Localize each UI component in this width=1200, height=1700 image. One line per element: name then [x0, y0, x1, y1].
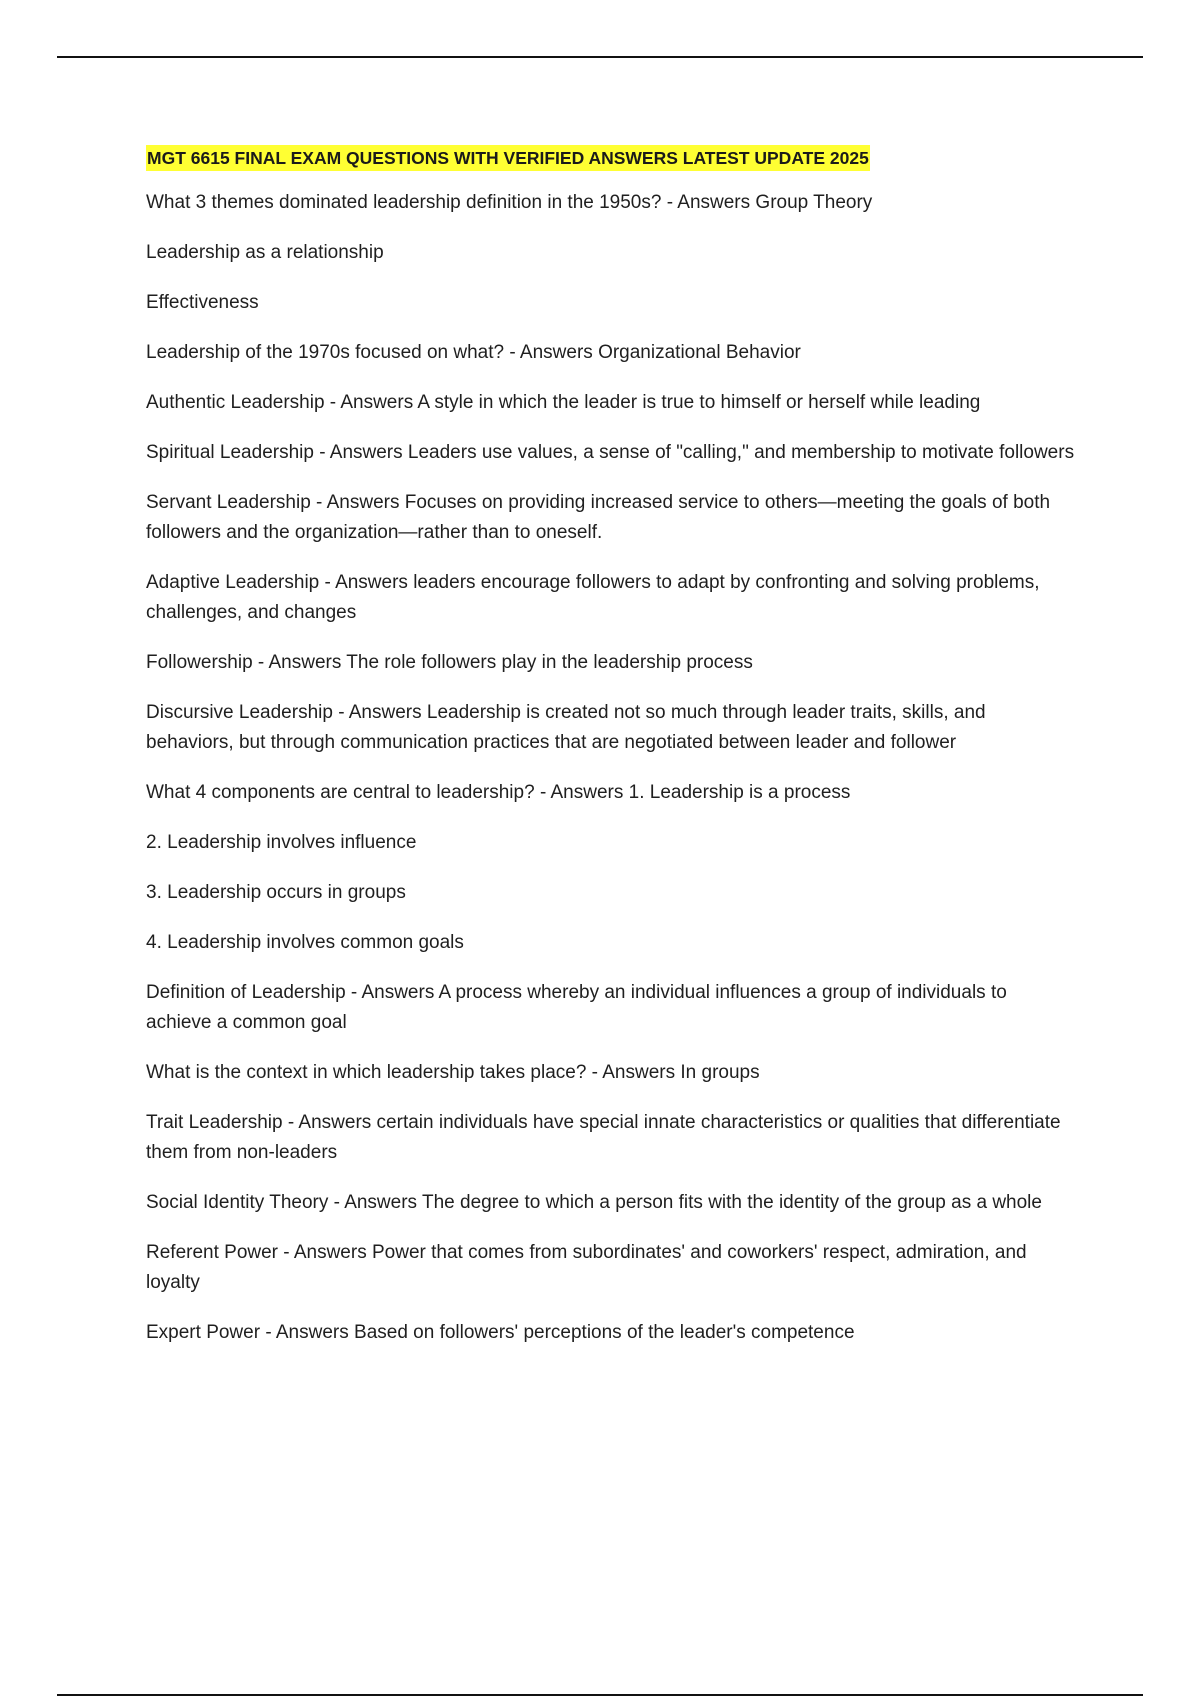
paragraph: Authentic Leadership - Answers A style in which the leader is true to himself or herself while leading: [146, 392, 981, 413]
paragraph: Social Identity Theory - Answers The degree to which a person fits with the identity of the group as a whole: [146, 1192, 1042, 1213]
paragraph: Spiritual Leadership - Answers Leaders use values, a sense of "calling," and membership to motivate followers: [146, 442, 1075, 463]
paragraph: Followership - Answers The role followers play in the leadership process: [146, 652, 753, 673]
paragraph: What 3 themes dominated leadership definition in the 1950s? - Answers Group Theory: [146, 192, 873, 213]
paragraph: What 4 components are central to leadership? - Answers 1. Leadership is a process: [146, 782, 851, 803]
paragraph: Effectiveness: [146, 292, 259, 313]
document-title: MGT 6615 FINAL EXAM QUESTIONS WITH VERIFIED ANSWERS LATEST UPDATE 2025: [146, 145, 870, 171]
document-body: [146, 145, 1076, 1368]
paragraph: Definition of Leadership - Answers A process whereby an individual influences a group of individuals to achieve a common goal: [146, 982, 1007, 1033]
paragraph: 2. Leadership involves influence: [146, 832, 417, 853]
paragraph: Referent Power - Answers Power that comes from subordinates' and coworkers' respect, admiration, and loyalty: [146, 1242, 1027, 1293]
header-rule: [57, 56, 1143, 58]
paragraph: What is the context in which leadership takes place? - Answers In groups: [146, 1062, 760, 1083]
footer-rule: [57, 1694, 1143, 1696]
paragraph-list: [146, 188, 1076, 1348]
paragraph: 3. Leadership occurs in groups: [146, 882, 406, 903]
paragraph: 4. Leadership involves common goals: [146, 932, 464, 953]
paragraph: Leadership of the 1970s focused on what? - Answers Organizational Behavior: [146, 342, 801, 363]
paragraph: Expert Power - Answers Based on followers' perceptions of the leader's competence: [146, 1322, 855, 1343]
paragraph: Servant Leadership - Answers Focuses on providing increased service to others—meeting the goals of both followers and the organization—rather than to oneself.: [146, 492, 1051, 543]
paragraph: Adaptive Leadership - Answers leaders encourage followers to adapt by confronting and solving problems, challenges, and changes: [146, 572, 1040, 623]
paragraph: Leadership as a relationship: [146, 242, 384, 263]
paragraph: Discursive Leadership - Answers Leadership is created not so much through leader traits, skills, and behaviors, but through communication practices that are negotiated between leader and follower: [146, 702, 986, 753]
paragraph: Trait Leadership - Answers certain individuals have special innate characteristics or qualities that differentiate them from non-leaders: [146, 1112, 1061, 1163]
